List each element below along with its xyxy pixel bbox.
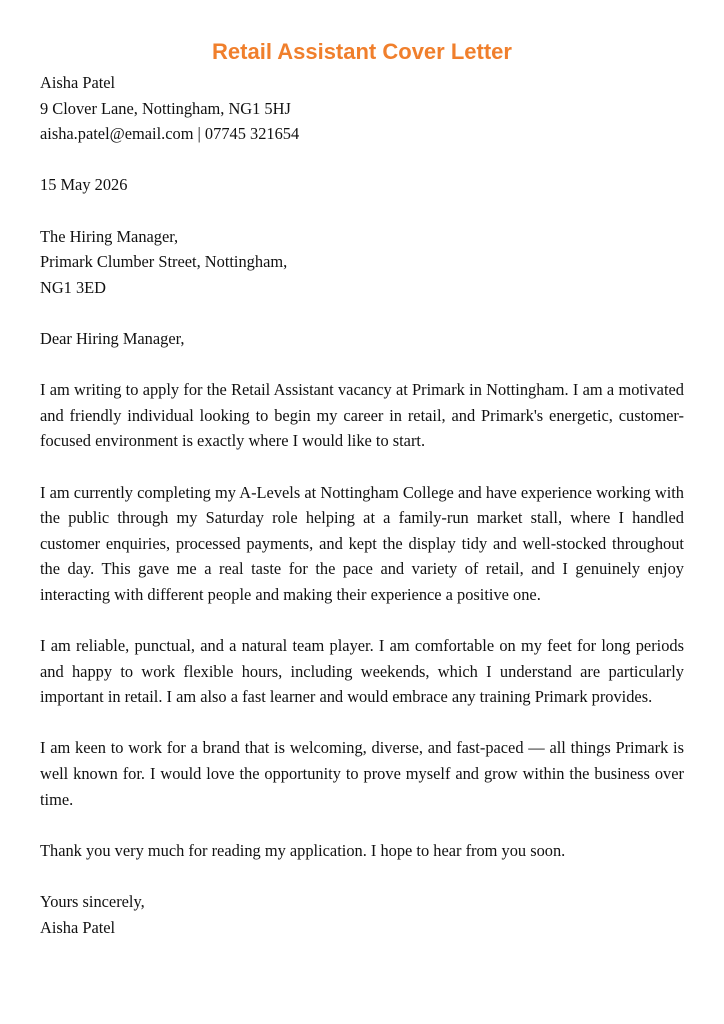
recipient-line-2: Primark Clumber Street, Nottingham,: [40, 252, 288, 272]
recipient-block: [40, 224, 684, 301]
sender-contact: aisha.patel@email.com | 07745 321654: [40, 124, 300, 144]
closing-signature: Aisha Patel: [40, 917, 116, 937]
body-paragraph-4: I am keen to work for a brand that is welcoming, diverse, and fast-paced — all things Primark is well known for. I would love the opportunity to prove myself and grow within the business over time.: [40, 738, 684, 809]
letter-body: [40, 70, 684, 940]
body-paragraph-2: I am currently completing my A-Levels at Nottingham College and have experience working with the public through my Saturday role helping at a family-run market stall, where I handled customer enquiries, processed payments, and kept the display tidy and well-stocked throughout the day. This gave me a real taste for the pace and variety of retail, and I genuinely enjoy interacting with different people and making their experience a positive one.: [40, 482, 684, 604]
sender-block: [40, 70, 684, 147]
salutation: Dear Hiring Manager,: [40, 328, 185, 348]
body-paragraph-3: I am reliable, punctual, and a natural team player. I am comfortable on my feet for long periods and happy to work flexible hours, including weekends, which I understand are particularly important in retail. I am also a fast learner and would embrace any training Primark provides.: [40, 636, 684, 707]
sender-name: Aisha Patel: [40, 73, 116, 92]
body-paragraph-5: Thank you very much for reading my application. I hope to hear from you soon.: [40, 840, 566, 860]
recipient-line-3: NG1 3ED: [40, 277, 107, 297]
closing-signoff: Yours sincerely,: [40, 892, 145, 911]
date-block: [40, 172, 684, 198]
closing-block: [40, 889, 684, 940]
page-title: Retail Assistant Cover Letter: [212, 39, 512, 64]
sender-address: 9 Clover Lane, Nottingham, NG1 5HJ: [40, 98, 291, 118]
recipient-line-1: The Hiring Manager,: [40, 226, 179, 246]
salutation-block: [40, 326, 684, 352]
letter-date: 15 May 2026: [40, 175, 128, 195]
body-paragraph-1: I am writing to apply for the Retail Assistant vacancy at Primark in Nottingham. I am a motivated and friendly individual looking to begin my career in retail, and Primark's energetic, customer-focused environment is exactly where I would like to start.: [40, 380, 684, 451]
